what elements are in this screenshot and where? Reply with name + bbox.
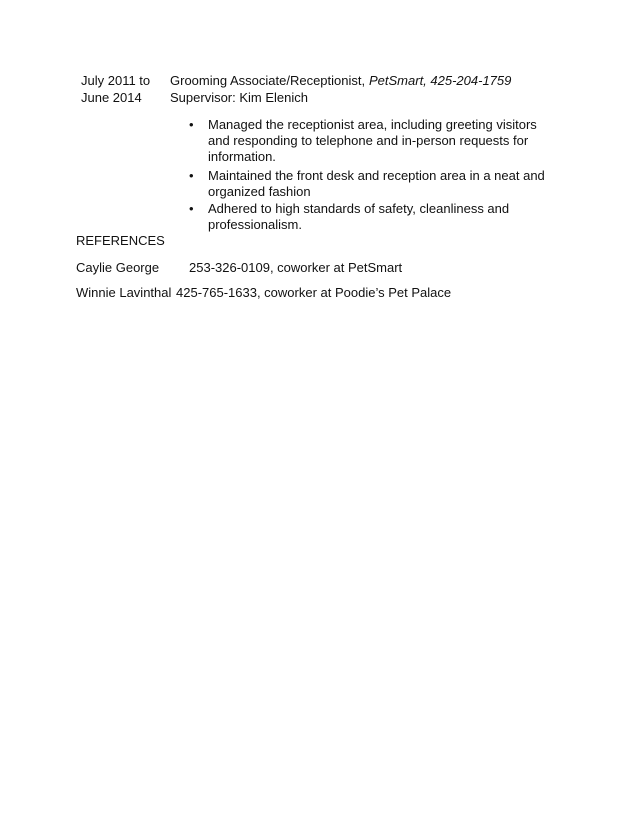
reference-detail: 253-326-0109, coworker at PetSmart bbox=[189, 260, 403, 275]
references-heading: REFERENCES bbox=[76, 233, 165, 248]
duty-text: Managed the receptionist area, including greeting visitors and responding to telephone and in-person requests for information. bbox=[208, 117, 537, 164]
job-date-end: June 2014 bbox=[81, 90, 142, 105]
list-item bbox=[189, 117, 559, 167]
list-item bbox=[189, 201, 559, 233]
bullet-icon: • bbox=[189, 201, 194, 216]
job-duties-list bbox=[189, 117, 559, 234]
job-supervisor: Supervisor: Kim Elenich bbox=[170, 90, 308, 105]
reference-name: Caylie George bbox=[76, 260, 160, 275]
reference-name: Winnie Lavinthal bbox=[76, 285, 172, 300]
reference-detail: 425-765-1633, coworker at Poodie’s Pet Palace bbox=[176, 285, 452, 300]
bullet-icon: • bbox=[189, 168, 194, 183]
duty-text: Maintained the front desk and reception area in a neat and organized fashion bbox=[208, 168, 545, 199]
duty-text: Adhered to high standards of safety, cleanliness and professionalism. bbox=[208, 201, 510, 232]
job-title: Grooming Associate/Receptionist, bbox=[170, 73, 366, 88]
bullet-icon: • bbox=[189, 117, 194, 132]
job-employer: PetSmart, 425-204-1759 bbox=[369, 73, 512, 88]
job-date-start: July 2011 to bbox=[81, 73, 151, 88]
list-item bbox=[189, 168, 559, 200]
